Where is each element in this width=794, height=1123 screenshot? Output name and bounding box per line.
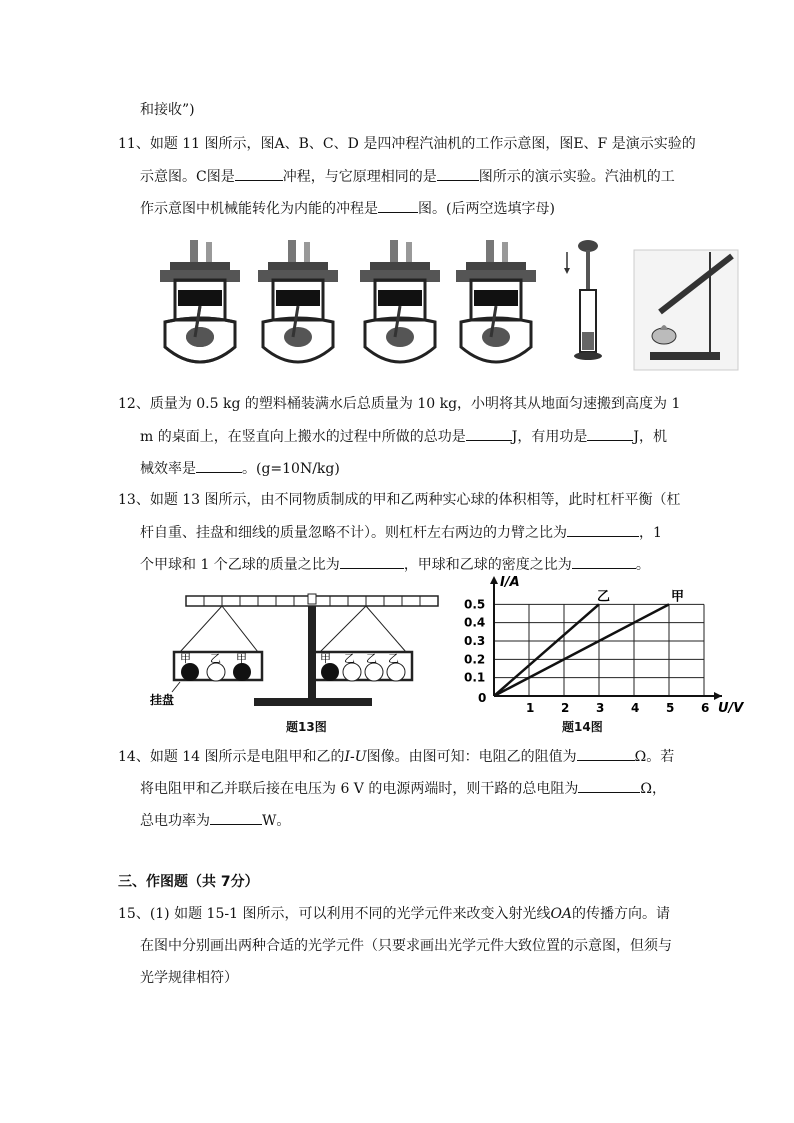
figure-14-caption: 题14图 (562, 720, 603, 734)
continuation-text: 和接收”) (140, 102, 195, 118)
q12-line2 (140, 426, 667, 447)
x-tick-label: 2 (561, 701, 570, 715)
q15-line2: 在图中分别画出两种合适的光学元件（只要求画出光学元件大致位置的示意图，但须与 (140, 938, 672, 954)
demo-f (634, 250, 738, 370)
q11-text-d: 作示意图中机械能转化为内能的冲程是 (140, 201, 378, 217)
q13-blank-3[interactable] (572, 554, 636, 569)
tray-label: 挂盘 (150, 693, 175, 707)
q14-text-g: W。 (262, 813, 291, 829)
right-label-4: 乙 (388, 652, 399, 665)
demo-e (564, 240, 602, 360)
q14-blank-2[interactable] (578, 778, 640, 793)
q12-text-c: J，机 (633, 429, 667, 445)
section-title: 三、作图题（共 7分） (118, 874, 259, 890)
q13-text-a: 杆自重、挂盘和细线的质量忽略不计）。则杠杆左右两边的力臂之比为 (140, 525, 567, 541)
figure-11 (140, 232, 740, 374)
y-tick-label: 0.3 (464, 634, 486, 648)
engine-a (160, 240, 240, 362)
left-label-2: 乙 (210, 652, 221, 665)
q11-text-e: 图。(后两空选填字母) (418, 201, 555, 217)
x-tick-label: 5 (666, 701, 675, 715)
q12-blank-1[interactable] (466, 426, 512, 441)
ball-jia (321, 663, 339, 681)
q11-text-c: 图所示的演示实验。汽油机的工 (478, 169, 675, 185)
q15-line1 (118, 904, 670, 924)
y-tick-label: 0.1 (464, 670, 486, 685)
q13-line2 (140, 522, 662, 543)
ball-yi (207, 663, 225, 681)
q14-line1 (118, 746, 674, 767)
engine-d (456, 240, 536, 362)
q12-text-b: J，有用功是 (511, 429, 588, 445)
q12-blank-3[interactable] (196, 458, 242, 473)
right-label-1: 甲 (320, 652, 331, 665)
q15-italic-oa: OA (550, 906, 573, 922)
x-axis-label: U/V (718, 701, 744, 716)
series-label: 甲 (671, 589, 685, 605)
y-axis-label: I/A (500, 575, 520, 590)
y-tick-label: 0.4 (464, 615, 486, 630)
ball-jia (233, 663, 251, 681)
q11-blank-2[interactable] (437, 166, 479, 181)
q13-line1: 13、如题 13 图所示，由不同物质制成的甲和乙两种实心球的体积相等，此时杠杆平衡（杠 (118, 492, 681, 508)
q14-blank-1[interactable] (577, 746, 635, 761)
q14-text-f: 总电功率为 (140, 813, 210, 829)
x-tick-label: 3 (596, 701, 605, 715)
q11-line3 (140, 198, 555, 219)
series-label: 乙 (597, 589, 611, 605)
right-label-2: 乙 (344, 652, 355, 665)
q11-text-a: 示意图。C图是 (140, 169, 235, 185)
q11-blank-3[interactable] (378, 198, 418, 213)
q14-text-e: Ω， (640, 781, 666, 797)
q12-text-e: 。(g=10N/kg) (242, 461, 340, 477)
q12-blank-2[interactable] (587, 426, 633, 441)
q13-text-d: ，甲球和乙球的密度之比为 (403, 557, 572, 573)
ball-yi (343, 663, 361, 681)
q11-line2 (140, 166, 675, 187)
q11-blank-1[interactable] (235, 166, 283, 181)
engine-b (258, 240, 338, 362)
q14-line2 (140, 778, 666, 799)
left-label-1: 甲 (180, 652, 191, 665)
figure-13 (150, 586, 450, 716)
chart-grid (494, 604, 704, 696)
ball-yi (387, 663, 405, 681)
left-label-3: 甲 (236, 652, 247, 665)
figure-13-caption: 题13图 (286, 720, 327, 734)
q13-blank-1[interactable] (567, 522, 639, 537)
q14-blank-3[interactable] (210, 810, 262, 825)
q14-italic-iu: I-U (344, 749, 367, 765)
q12-text-a: m 的桌面上，在竖直向上搬水的过程中所做的总功是 (140, 429, 466, 445)
x-tick-label: 6 (701, 701, 710, 715)
figure-14-chart (458, 572, 744, 718)
q14-text-b: 图像。由图可知：电阻乙的阻值为 (366, 749, 577, 765)
q11-text-b: 冲程，与它原理相同的是 (282, 169, 437, 185)
q15-text-b: 的传播方向。请 (572, 906, 671, 922)
q11-line1: 11、如题 11 图所示，图A、B、C、D 是四冲程汽油机的工作示意图，图E、F 是演示实验的 (118, 136, 696, 152)
lever-base (254, 698, 372, 706)
q13-blank-2[interactable] (340, 554, 404, 569)
x-axis-arrow (714, 692, 722, 700)
right-label-3: 乙 (366, 652, 377, 665)
y-axis-arrow (490, 576, 498, 584)
q14-text-a: 14、如题 14 图所示是电阻甲和乙的 (118, 749, 345, 765)
q13-text-e: 。 (635, 557, 650, 573)
x-tick-label: 0 (478, 691, 487, 705)
y-tick-label: 0.2 (464, 652, 486, 667)
engine-c (360, 240, 440, 362)
y-tick-label: 0.5 (464, 597, 486, 612)
q15-line3: 光学规律相符） (140, 970, 238, 986)
q13-text-c: 个甲球和 1 个乙球的质量之比为 (140, 557, 340, 573)
q15-text-a: 15、(1) 如题 15-1 图所示，可以利用不同的光学元件来改变入射光线 (118, 906, 551, 922)
q14-text-d: 将电阻甲和乙并联后接在电压为 6 V 的电源两端时，则干路的总电阻为 (140, 781, 579, 797)
ball-jia (181, 663, 199, 681)
q12-line1: 12、质量为 0.5 kg 的塑料桶装满水后总质量为 10 kg，小明将其从地面匀速搬到高度为 1 (118, 396, 681, 412)
q13-text-b: ，1 (639, 525, 662, 541)
q14-line3 (140, 810, 290, 831)
x-tick-label: 1 (526, 701, 535, 715)
q12-line3 (140, 458, 340, 479)
ball-yi (365, 663, 383, 681)
q14-text-c: Ω。若 (634, 749, 675, 765)
x-tick-label: 4 (631, 701, 640, 715)
q12-text-d: 械效率是 (140, 461, 196, 477)
